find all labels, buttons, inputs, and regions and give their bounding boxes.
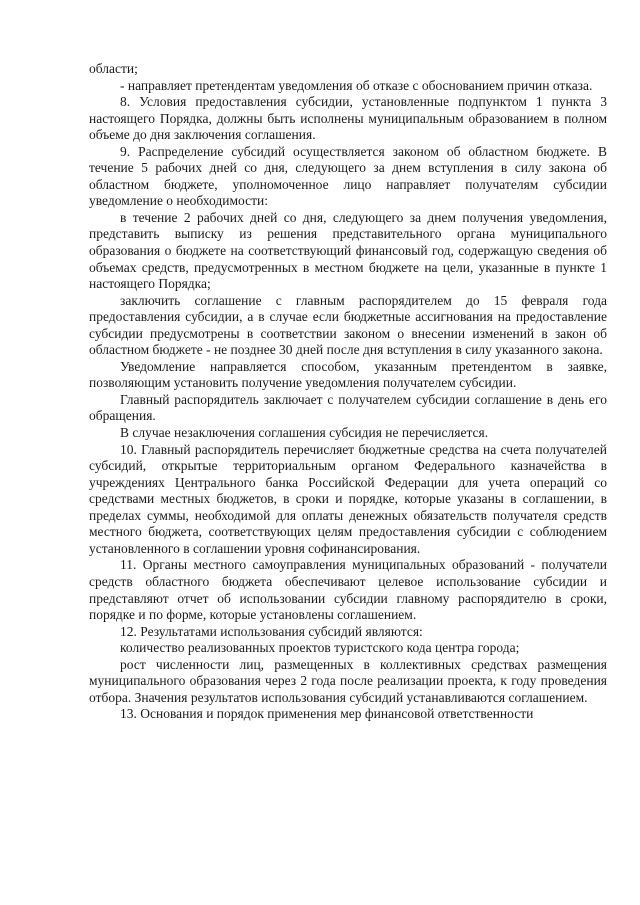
paragraph: В случае незаключения соглашения субсидия не перечисляется. (120, 425, 489, 441)
paragraph: количество реализованных проектов туристского кода центра города; (120, 640, 520, 656)
paragraph: 8. Условия предоставления субсидии, установленные подпунктом 1 пункта 3 настоящего Порядка, должны быть исполнены муниципальным образованием в полном объеме до дня заключения соглашения. (89, 94, 607, 143)
paragraph: заключить соглашение с главным распорядителем до 15 февраля года предоставления субсидии, а в случае если бюджетные ассигнования на предоставление субсидии предусмотрены в соответствии законом о внесении изменений в закон об областном бюджете - не позднее 30 дней после дня вступления в силу указанного закона. (89, 292, 607, 358)
paragraph: - направляет претендентам уведомления об отказе с обоснованием причин отказа. (120, 77, 593, 93)
paragraph: области; (89, 61, 138, 76)
paragraph: рост численности лиц, размещенных в коллективных средствах размещения муниципального образования через 2 года после реализации проекта, к году проведения отбора. Значения результатов использования субсидий устанавливаются соглашением. (89, 656, 607, 705)
paragraph: Главный распорядитель заключает с получателем субсидии соглашение в день его обращения. (89, 391, 607, 424)
paragraph: в течение 2 рабочих дней со дня, следующего за днем получения уведомления, представить выписку из решения представительного органа муниципального образования о бюджете на соответствующий финансовый год, содержащую сведения об объемах средств, предусмотренных в местном бюджете на цели, указанные в пункте 1 настоящего Порядка; (89, 209, 607, 292)
paragraph: 11. Органы местного самоуправления муниципальных образований - получатели средств областного бюджета обеспечивают целевое использование субсидии и представляют отчет об использовании субсидии главному распорядителю в сроки, порядке и по форме, которые установлены соглашением. (89, 557, 607, 623)
paragraph: Уведомление направляется способом, указанным претендентом в заявке, позволяющим установить получение уведомления получателем субсидии. (89, 358, 607, 391)
paragraph: 12. Результатами использования субсидий являются: (120, 623, 423, 639)
paragraph: 10. Главный распорядитель перечисляет бюджетные средства на счета получателей субсидий, открытые территориальным органом Федерального казначейства в учреждениях Центрального банка Российской Федерации для учета операций со средствами местных бюджетов, в сроки и порядке, которые указаны в соглашении, в пределах суммы, необходимой для оплаты денежных обязательств получателя средств местного бюджета, соответствующих целям предоставления субсидии с соблюдением установленного в соглашении уровня софинансирования. (89, 441, 607, 556)
paragraph: 9. Распределение субсидий осуществляется законом об областном бюджете. В течение 5 рабочих дней со дня, следующего за днем вступления в силу закона об областном бюджете, уполномоченное лицо направляет получателям субсидии уведомление о необходимости: (89, 143, 607, 209)
paragraph: 13. Основания и порядок применения мер финансовой ответственности (120, 706, 534, 722)
